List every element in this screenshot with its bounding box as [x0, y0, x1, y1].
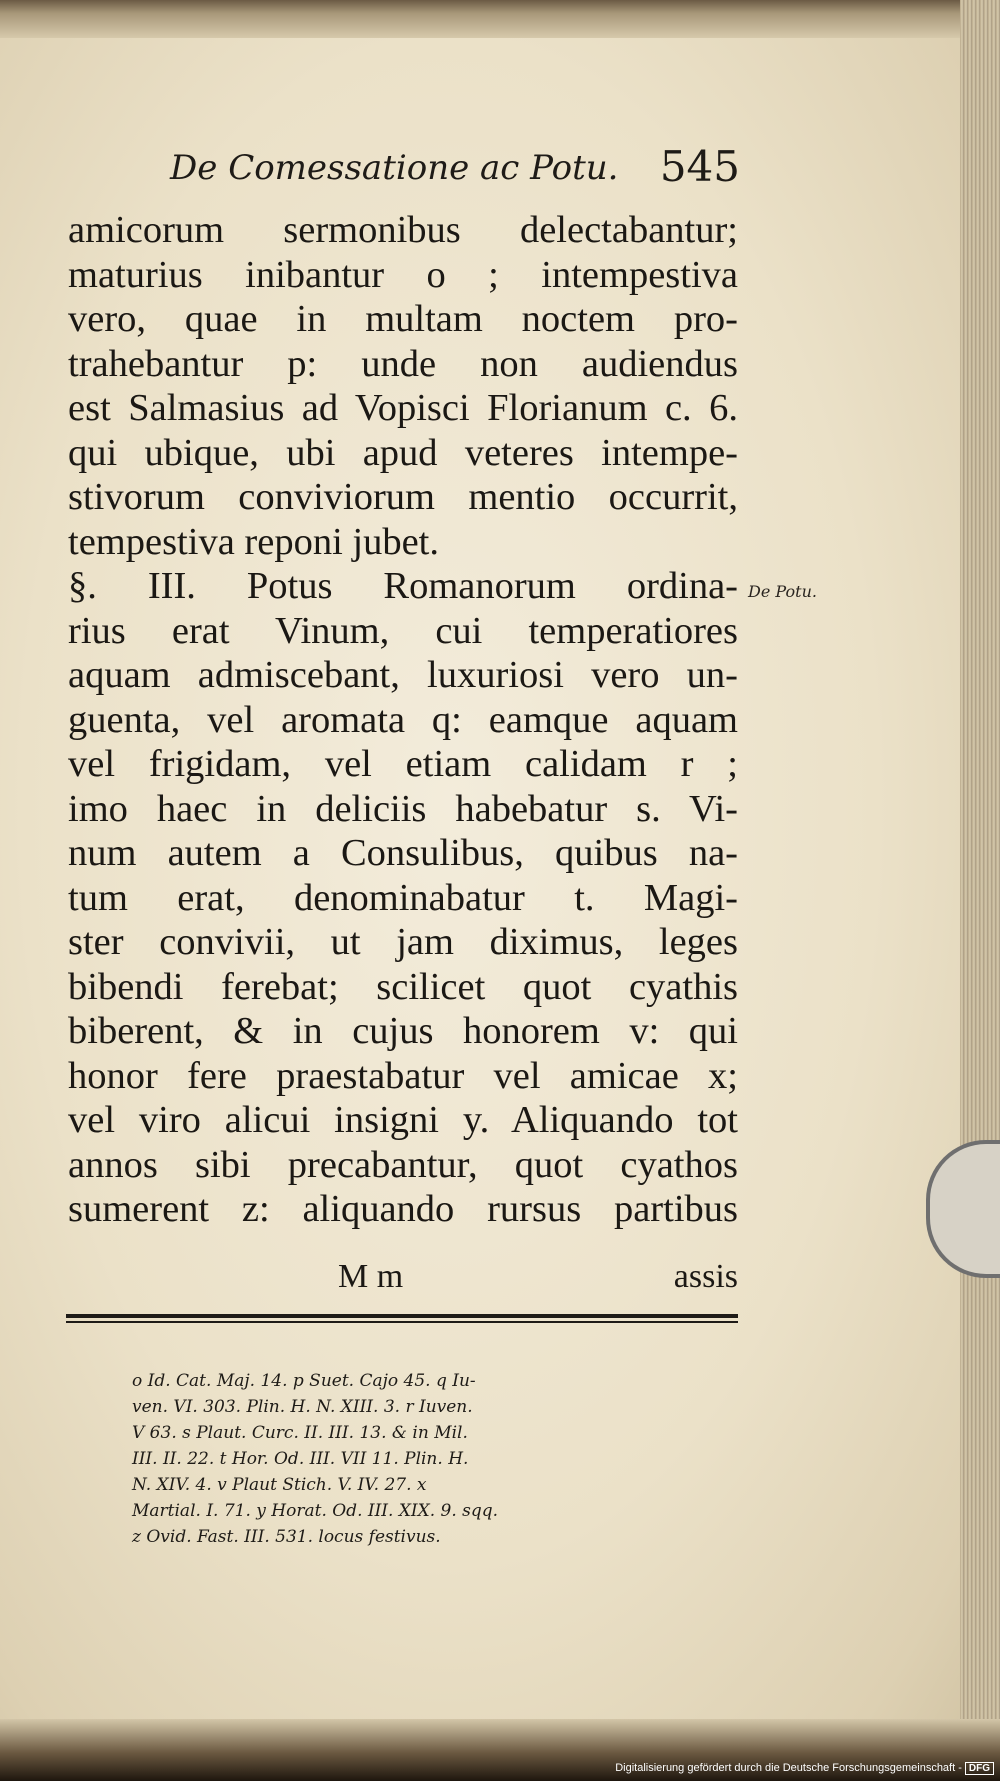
text-line: maturius inibantur o ; intempestiva	[68, 253, 738, 296]
page-number: 545	[659, 142, 740, 191]
footnote-line: V 63. s Plaut. Curc. II. III. 13. & in Mil.	[132, 1423, 468, 1443]
text-line: §. III. Potus Romanorum ordina-	[68, 565, 738, 607]
text-line: stivorum conviviorum mentio occurrit,	[68, 476, 738, 518]
footnote-line: N. XIV. 4. v Plaut Stich. V. IV. 27. x	[132, 1475, 427, 1495]
text-line: vel frigidam, vel etiam calidam r ;	[68, 743, 738, 785]
signature-line	[338, 1258, 738, 1302]
rule-thin	[66, 1321, 738, 1323]
text-line: rius erat Vinum, cui temperatiores	[68, 609, 738, 652]
page-fore-edge	[960, 0, 1000, 1781]
text-line: ster convivii, ut jam diximus, leges	[68, 921, 738, 963]
page-clip	[926, 1140, 1000, 1278]
text-line: imo haec in deliciis habebatur s. Vi-	[68, 787, 738, 830]
rule-thick	[66, 1314, 738, 1318]
footnote-line: o Id. Cat. Maj. 14. p Suet. Cajo 45. q Iu-	[132, 1371, 476, 1391]
dfg-logo: DFG	[965, 1762, 994, 1775]
footnote-rule	[66, 1314, 738, 1324]
text-line: guenta, vel aromata q: eamque aquam	[68, 698, 738, 741]
text-line: vero, quae in multam noctem pro-	[68, 298, 738, 340]
text-line: num autem a Consulibus, quibus na-	[68, 832, 738, 874]
running-header	[170, 142, 740, 202]
text-line: vel viro alicui insigni y. Aliquando tot	[68, 1099, 738, 1141]
main-text	[68, 208, 738, 1232]
digitization-credit	[615, 1762, 994, 1775]
margin-note: De Potu.	[748, 582, 817, 601]
footnote-line: ven. VI. 303. Plin. H. N. XIII. 3. r Iuven.	[132, 1397, 473, 1417]
text-line: aquam admiscebant, luxuriosi vero un-	[68, 654, 738, 696]
text-line: trahebantur p: unde non audiendus	[68, 342, 738, 385]
text-line: bibendi ferebat; scilicet quot cyathis	[68, 965, 738, 1008]
footnote-line: Martial. I. 71. y Horat. Od. III. XIX. 9. sqq.	[132, 1501, 499, 1521]
running-title: De Comessatione ac Potu.	[170, 148, 619, 188]
text-line: annos sibi precabantur, quot cyathos	[68, 1143, 738, 1186]
page-top-edge	[0, 0, 1000, 38]
signature-mark: M m	[338, 1258, 404, 1295]
credit-text: Digitalisierung gefördert durch die Deutsche Forschungsgemeinschaft -	[615, 1762, 962, 1774]
footnotes	[132, 1368, 732, 1550]
text-line: sumerent z: aliquando rursus partibus	[68, 1188, 738, 1230]
text-line: honor fere praestabatur vel amicae x;	[68, 1054, 738, 1097]
text-line: amicorum sermonibus delectabantur;	[68, 209, 738, 251]
footnote-line: z Ovid. Fast. III. 531. locus festivus.	[132, 1527, 441, 1547]
text-line: est Salmasius ad Vopisci Florianum c. 6.	[68, 387, 738, 429]
catchword: assis	[673, 1258, 738, 1295]
text-line: biberent, & in cujus honorem v: qui	[68, 1010, 738, 1052]
footnote-line: III. II. 22. t Hor. Od. III. VII 11. Plin. H.	[132, 1449, 469, 1469]
text-line: tempestiva reponi jubet.	[68, 520, 439, 563]
text-line: tum erat, denominabatur t. Magi-	[68, 876, 738, 919]
text-line: qui ubique, ubi apud veteres intempe-	[68, 431, 738, 474]
